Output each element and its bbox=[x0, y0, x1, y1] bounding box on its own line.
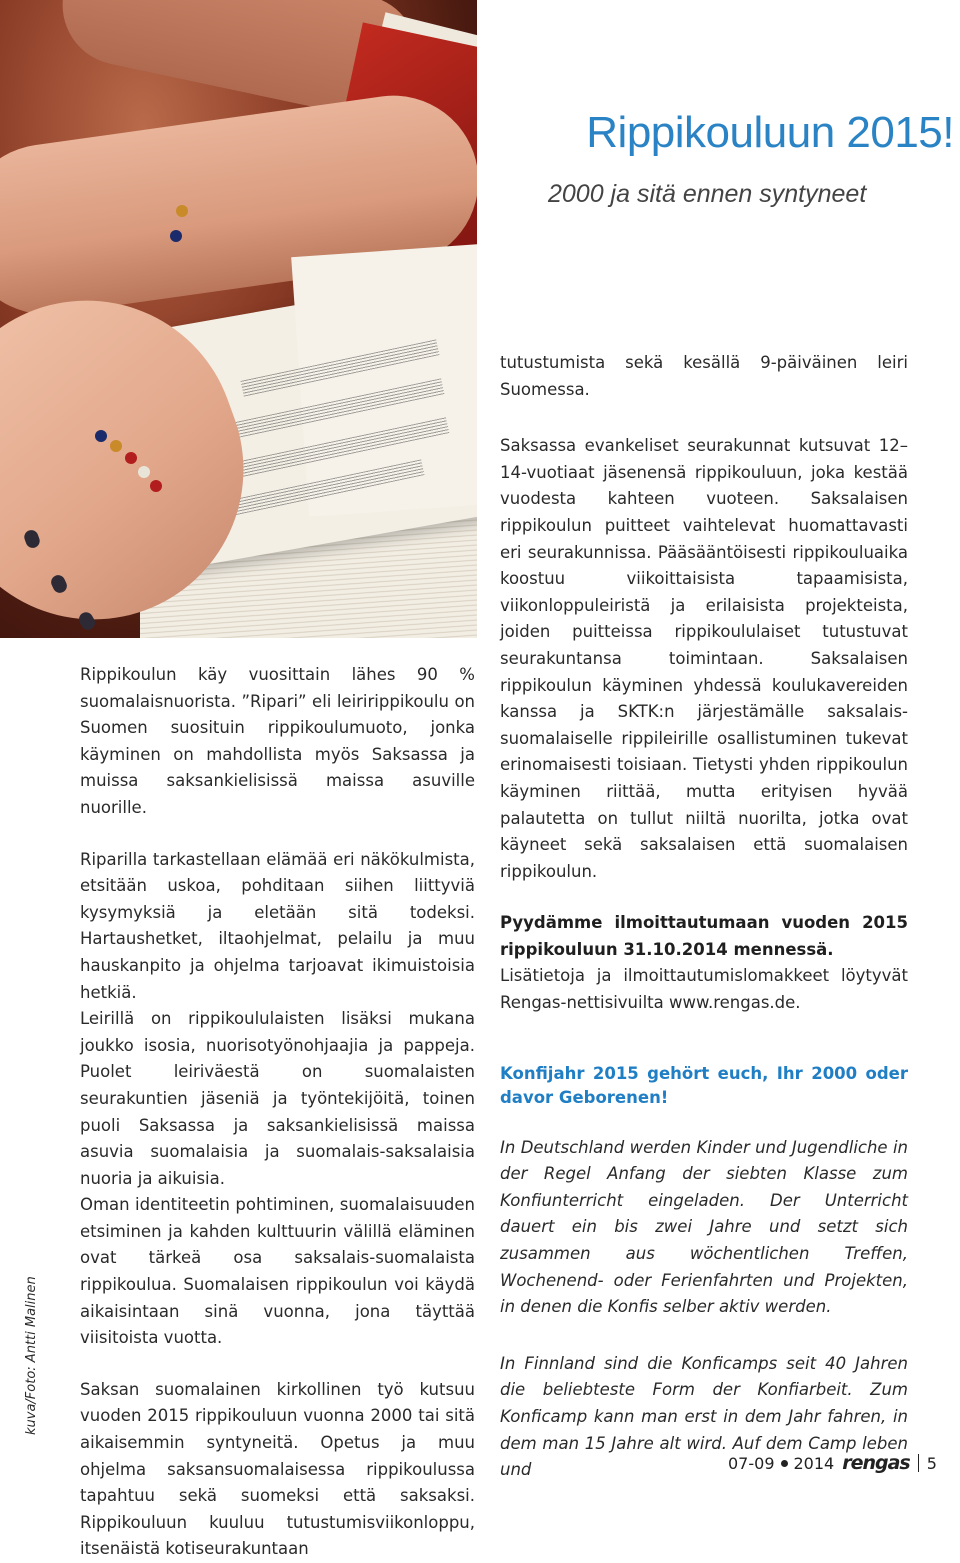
issue-year: 2014 bbox=[793, 1454, 835, 1473]
left-column bbox=[80, 662, 475, 1563]
registration-deadline: Pyydämme ilmoittautumaan vuoden 2015 rippikouluun 31.10.2014 mennessä. bbox=[500, 913, 908, 959]
paragraph: Oman identiteetin pohtiminen, suomalaisuuden etsiminen ja kahden kulttuurin välillä eläminen ovat tärkeä osa saksalais-suomalaista rippikoulua. Suomalaisen rippikoulun voi käydä aikaisintaan sinä vuonna, jona täyttää viisitoista vuotta. bbox=[80, 1195, 475, 1348]
paragraph: Leirillä on rippikoululaisten lisäksi mukana joukko isosia, nuorisotyönohjaajia ja pappeja. Puolet leiriväestä on suomalaisten seurakuntien jäseniä ja työntekijöitä, toinen puoli Saksassa ja saksankielisissä maissa asuvia suomalaisia ja suomalais-saksalaisia nuoria ja aikuisia. bbox=[80, 1009, 475, 1188]
issue-number: 07-09 bbox=[728, 1454, 775, 1473]
paragraph: Lisätietoja ja ilmoittautumislomakkeet löytyvät Rengas-nettisivuilta www.rengas.de. bbox=[500, 966, 908, 1013]
page-footer bbox=[728, 1452, 937, 1474]
paragraph: Rippikoulun käy vuosittain lähes 90 % suomalaisnuorista. ”Ripari” eli leiririppikoulu on Suomen suosituin rippikoulumuoto, jonka käyminen on mahdollista myös Saksassa ja muissa saksankielisissä maissa asuville nuorille. bbox=[80, 665, 475, 817]
paragraph: Saksan suomalainen kirkollinen työ kutsuu vuoden 2015 rippikouluun vuonna 2000 tai sitä aikaisemmin syntyneitä. Opetus ja muu ohjelma saksansuomalaisessa rippikoulussa tapahtuu sekä suomeksi että saksaksi. Rippikouluun kuuluu tutustumisviikonloppu, itsenäistä kotiseurakuntaan bbox=[80, 1379, 475, 1559]
german-paragraph: In Deutschland werden Kinder und Jugendliche in der Regel Anfang der siebten Klasse zum Konfiunterricht eingeladen. Der Unterricht dauert ein bis zwei Jahre und setzt sich zusammen aus wöchentlichen Treffen, Wochenend- oder Ferienfahrten und Projekten, in denen die Konfis selber aktiv werden. bbox=[500, 1137, 908, 1317]
bullet-icon bbox=[781, 1460, 788, 1467]
page-number: 5 bbox=[926, 1454, 937, 1473]
german-heading: Konfijahr 2015 gehört euch, Ihr 2000 oder davor Geborenen! bbox=[500, 1063, 908, 1107]
paragraph: tutustumista sekä kesällä 9-päiväinen leiri Suomessa. bbox=[500, 353, 908, 399]
rengas-logo: rengas bbox=[842, 1452, 910, 1474]
divider bbox=[918, 1454, 919, 1472]
paragraph: Riparilla tarkastellaan elämää eri näkökulmista, etsitään uskoa, pohditaan siihen liittyviä kysymyksiä ja eletään sitä todeksi. Hartaushetket, iltaohjelmat, pelailu ja muu hauskanpito ja ohjelma tarjoavat ikimuistoisia hetkiä. bbox=[80, 849, 475, 1002]
page-subtitle: 2000 ja sitä ennen syntyneet bbox=[548, 180, 867, 208]
cover-photo bbox=[0, 0, 477, 638]
paragraph: Saksassa evankeliset seurakunnat kutsuvat 12–14-vuotiaat jäsenensä rippikouluun, joka kestää vuodesta kahteen vuoteen. Saksalaisen rippikoulun puitteet vaihtelevat huomattavasti eri seurakunnissa. Pääsääntöisesti rippikouluaika koostuu viikoittaisista tapaamisista, viikonloppuleiristä ja erilaisista projekteista, joiden puitteissa rippikoululaiset tutustuvat seurakuntansa toimintaan. Saksalaisen rippikoulun käyminen yhdessä koulukavereiden kanssa ja SKTK:n järjestämälle saksalais-suomalaiselle rippileirille osallistuminen tukevat erinomaisesti toisiaan. Tietysti yhden rippikoulun käyminen riittää, mutta erityisen hyvää palautetta on tullut niiltä nuorilta, jotka ovat käyneet sekä saksalaisen että suomalaisen rippikoulun. bbox=[500, 436, 908, 881]
photo-credit: kuva/Foto: Antti Malinen bbox=[24, 1276, 39, 1435]
page-title: Rippikouluun 2015! bbox=[586, 108, 954, 157]
registration-note bbox=[500, 910, 908, 963]
german-paragraph: In Finnland sind die Konficamps seit 40 Jahren die beliebteste Form der Konfiarbeit. Zum Konficamp kann man erst in dem Jahr fahren, in dem man 15 Jahre alt wird. Auf dem Camp leben und bbox=[500, 1353, 908, 1480]
right-column bbox=[500, 350, 908, 1484]
